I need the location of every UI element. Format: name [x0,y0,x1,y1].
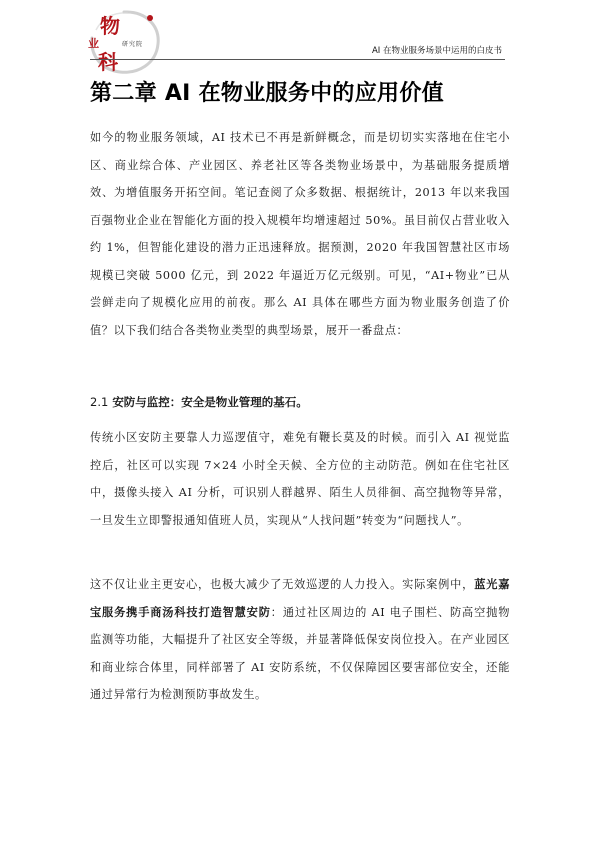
running-header: AI 在物业服务场景中运用的白皮书 [371,46,502,56]
case-paragraph-end: ：通过社区周边的 AI 电子围栏、防高空抛物监测等功能，大幅提升了社区安全等级，并显著降低保安岗位投入。在产业园区和商业综合体里，同样部署了 AI 安防系统，不仅保障园区要害部位安全，还能通过异常行为检测预防事故发生。 [90,605,510,701]
chapter-title: 第二章 AI 在物业服务中的应用价值 [90,81,444,106]
case-paragraph-start: 这不仅让业主更安心，也极大减少了无效巡逻的人力投入。实际案例中， [90,578,475,591]
logo-char-ke: 科 [98,50,118,74]
logo-subtitle: 研究院 [122,41,144,48]
section-number: 2.1 [90,395,109,409]
logo-char-wu: 物 [100,14,120,38]
security-paragraph: 传统小区安防主要靠人力巡逻值守，难免有鞭长莫及的时候。而引入 AI 视觉监控后，社区可以实现 7×24 小时全天候、全方位的主动防范。例如在住宅社区中，摄像头接入 AI 分析，可识别人群越界、陌生人员徘徊、高空抛物等异常，一旦发生立即警报通知值班人员，实现从“人找问题”转变为“问题找人”。 [90,431,510,527]
intro-paragraph: 如今的物业服务领域，AI 技术已不再是新鲜概念，而是切切实实落地在住宅小区、商业综合体、产业园区、养老社区等各类物业场景中，为基础服务提质增效、为增值服务开拓空间。笔记查阅了众多数据、根据统计，2013 年以来我国百强物业企业在智能化方面的投入规模年均增速超过 50%。虽目前仅占营业收入约 1%，但智能化建设的潜力正迅速释放。据预测，2020 年我国智慧社区市场规模已突破 5000 亿元，到 2022 年逼近万亿元级别。可见，“AI+物业”已从尝鲜走向了规模化应用的前夜。那么 AI 具体在哪些方面为物业服务创造了价值？以下我们结合各类物业类型的典型场景，展开一番盘点： [90,131,510,337]
brand-logo [84,8,164,76]
section-title: 安防与监控：安全是物业管理的基石。 [112,395,308,409]
case-paragraph [90,571,510,709]
header-divider [90,59,505,60]
case-highlight: 蓝光嘉宝服务携手商汤科技打造智慧安防 [90,577,510,619]
section-heading [90,394,308,410]
logo-char-ye: 业 [88,37,99,50]
